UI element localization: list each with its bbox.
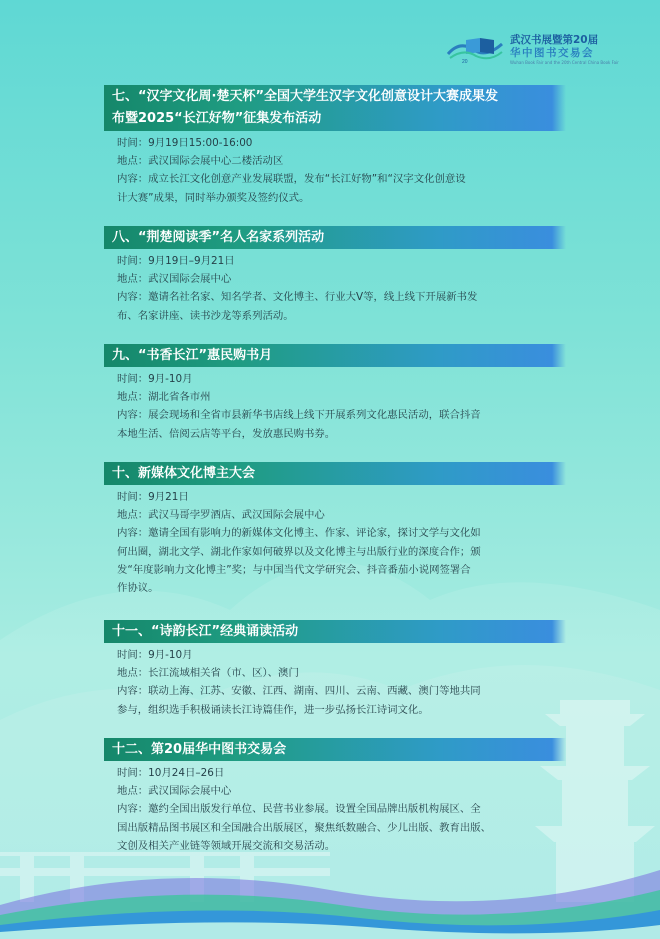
activity-section-9 [104, 344, 552, 443]
section-content-line: 国出版精品图书展区和全国融合出版展区，聚焦纸数融合、少儿出版、教育出版、 [117, 821, 492, 834]
section-place: 地点：武汉国际会展中心 [117, 785, 232, 798]
logo-subtitle: Wuhan Book Fair and the 20th Central China Book Fair [510, 60, 619, 65]
activity-section-8 [104, 226, 552, 325]
section-time: 时间：9月19日–9月21日 [117, 255, 235, 267]
section-content-line: 计大赛”成果，同时举办颁奖及签约仪式。 [117, 191, 310, 204]
logo-title-line1: 武汉书展暨第20届 [510, 34, 599, 46]
wave-ribbon-purple [0, 870, 660, 939]
section-title-bar: 十一、“诗韵长江”经典诵读活动 [104, 620, 552, 643]
section-content-line: 作协议。 [117, 582, 159, 595]
section-place: 地点：武汉国际会展中心 [117, 273, 232, 286]
section-time: 时间：9月-10月 [117, 649, 193, 661]
wave-ribbon-green [0, 890, 660, 939]
section-title-bar: 十二、第20届华中图书交易会 [104, 738, 552, 761]
section-place: 地点：武汉马哥孛罗酒店、武汉国际会展中心 [117, 509, 325, 522]
fair-logo [446, 32, 626, 66]
activity-section-10 [104, 462, 552, 597]
activity-section-11 [104, 620, 552, 719]
wave-ribbon-light [0, 922, 660, 939]
section-content-line: 文创及相关产业链等领域开展交流和交易活动。 [117, 839, 336, 852]
logo-title-line2: 华中图书交易会 [510, 47, 594, 59]
section-content-line: 内容：联动上海、江苏、安徽、江西、湖南、四川、云南、西藏、澳门等地共同 [117, 685, 481, 698]
section-time: 时间：9月-10月 [117, 373, 193, 385]
section-content-line: 内容：邀约全国出版发行单位、民营书业参展。设置全国品牌出版机构展区、全 [117, 803, 481, 816]
section-title-bar: 八、“荆楚阅读季”名人名家系列活动 [104, 226, 552, 249]
section-content-line: 发“年度影响力文化博主”奖；与中国当代文学研究会、抖音番茄小说网签署合 [117, 563, 471, 576]
section-place: 地点：武汉国际会展中心二楼活动区 [117, 155, 284, 168]
section-title-line1: 七、“汉字文化周·楚天杯”全国大学生汉字文化创意设计大赛成果发 [112, 89, 499, 104]
activity-section-12 [104, 738, 552, 855]
section-content-line: 布、名家讲座、读书沙龙等系列活动。 [117, 309, 294, 322]
section-title-bar [104, 85, 552, 131]
section-title-line2: 布暨2025“长江好物”征集发布活动 [112, 111, 322, 126]
pagoda-illustration [535, 700, 655, 902]
svg-text:20: 20 [462, 59, 468, 64]
section-title-bar: 十、新媒体文化博主大会 [104, 462, 552, 485]
bridge-illustration [0, 852, 330, 902]
section-content-line: 何出圈，湖北文学、湖北作家如何破界以及文化博主与出版行业的深度合作；颁 [117, 545, 481, 558]
section-title-bar: 九、“书香长江”惠民购书月 [104, 344, 552, 367]
section-time: 时间：10月24日–26日 [117, 767, 225, 779]
section-content-line: 内容：邀请全国有影响力的新媒体文化博主、作家、评论家，探讨文学与文化如 [117, 527, 481, 540]
section-content-line: 内容：展会现场和全省市县新华书店线上线下开展系列文化惠民活动，联合抖音 [117, 409, 481, 422]
section-content-line: 本地生活、倍阅云店等平台，发放惠民购书券。 [117, 427, 336, 440]
section-content-line: 内容：邀请名社名家、知名学者、文化博主、行业大V等，线上线下开展新书发 [117, 291, 478, 304]
section-time: 时间：9月19日15:00-16:00 [117, 137, 253, 149]
activity-section-7 [104, 85, 552, 207]
section-place: 地点：湖北省各市州 [117, 391, 211, 404]
section-place: 地点：长江流域相关省（市、区）、澳门 [117, 667, 299, 680]
section-content-line: 参与，组织选手积极诵读长江诗篇佳作，进一步弘扬长江诗词文化。 [117, 703, 429, 716]
section-content-line: 内容：成立长江文化创意产业发展联盟，发布“长江好物”和“汉字文化创意设 [117, 173, 466, 186]
book-wave-logo-icon [446, 34, 504, 64]
wave-ribbon-blue [0, 910, 660, 939]
section-time: 时间：9月21日 [117, 491, 189, 503]
